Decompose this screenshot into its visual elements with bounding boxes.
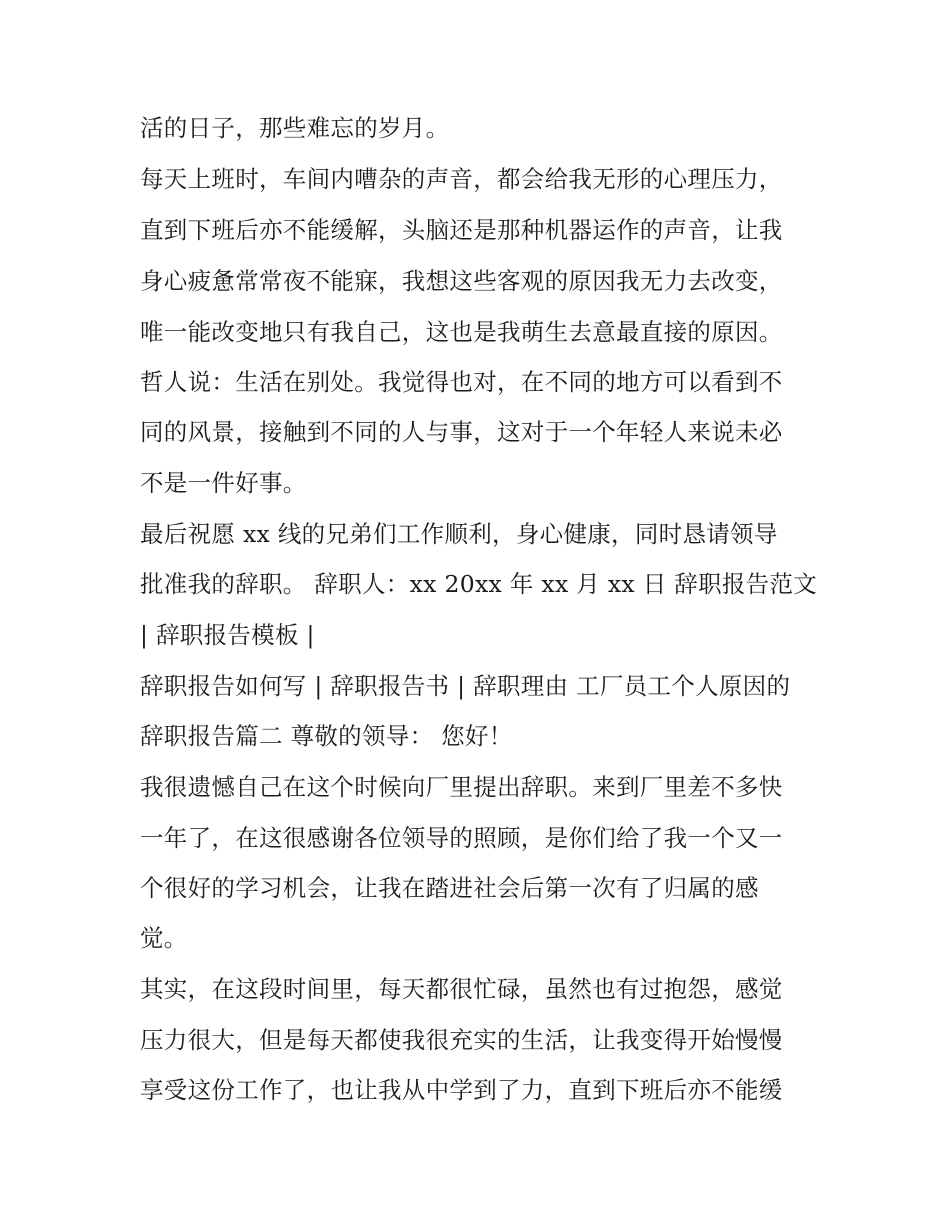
text-line: 批准我的辞职。 辞职人：xx 20xx 年 xx 月 xx 日 辞职报告范文	[140, 570, 818, 598]
text-line: 觉。	[140, 924, 188, 952]
text-line: 压力很大，但是每天都使我很充实的生活，让我变得开始慢慢	[140, 1026, 783, 1054]
text-line: 直到下班后亦不能缓解，头脑还是那种机器运作的声音，让我	[140, 216, 783, 244]
text-line: | 辞职报告模板 |	[140, 621, 315, 649]
text-line: 唯一能改变地只有我自己，这也是我萌生去意最直接的原因。	[140, 318, 783, 346]
text-line: 最后祝愿 xx 线的兄弟们工作顺利，身心健康，同时恳请领导	[140, 520, 778, 548]
text-line: 每天上班时，车间内嘈杂的声音，都会给我无形的心理压力，	[140, 165, 783, 193]
text-line: 其实，在这段时间里，每天都很忙碌，虽然也有过抱怨，感觉	[140, 975, 783, 1003]
text-line: 同的风景，接触到不同的人与事，这对于一个年轻人来说未必	[140, 418, 783, 446]
text-line: 个很好的学习机会，让我在踏进社会后第一次有了归属的感	[140, 874, 759, 902]
text-line: 一年了，在这很感谢各位领导的照顾，是你们给了我一个又一	[140, 824, 783, 852]
text-line: 不是一件好事。	[140, 469, 307, 497]
text-line: 身心疲惫常常夜不能寐，我想这些客观的原因我无力去改变，	[140, 267, 783, 295]
text-line: 享受这份工作了，也让我从中学到了力，直到下班后亦不能缓	[140, 1076, 783, 1104]
text-line: 我很遗憾自己在这个时候向厂里提出辞职。来到厂里差不多快	[140, 773, 783, 801]
text-line: 辞职报告如何写 | 辞职报告书 | 辞职理由 工厂员工个人原因的	[140, 672, 791, 700]
text-line: 辞职报告篇二 尊敬的领导： 您好！	[140, 722, 513, 750]
text-line: 活的日子，那些难忘的岁月。	[140, 114, 450, 142]
text-line: 哲人说：生活在别处。我觉得也对，在不同的地方可以看到不	[140, 368, 783, 396]
